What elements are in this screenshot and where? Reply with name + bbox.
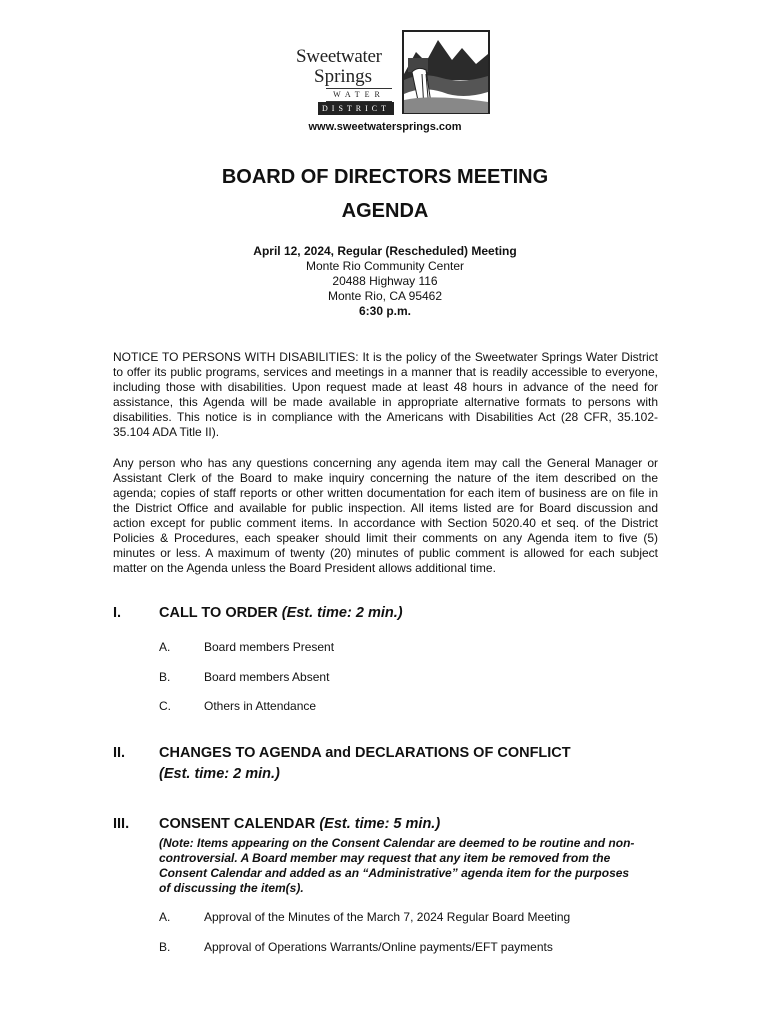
meeting-info [0, 244, 770, 319]
disabilities-notice: NOTICE TO PERSONS WITH DISABILITIES: It is the policy of the Sweetwater Springs Water District to offer its public programs, services and meetings in a manner that is readily accessible to everyone, including those with disabilities. Upon request made at least 48 hours in advance of the need for assistance, this Agenda will be made available in appropriate alternative formats to persons with disabilities. This notice is in compliance with the Americans with Disabilities Act (28 CFR, 35.102-35.104 ADA Title II). [113, 350, 658, 439]
section-title [159, 605, 403, 621]
meeting-venue: Monte Rio Community Center [305, 259, 465, 273]
meeting-street: 20488 Highway 116 [332, 274, 438, 288]
section-title-text: CALL TO ORDER [159, 605, 278, 621]
meeting-date: April 12, 2024, Regular (Rescheduled) Meeting [253, 244, 517, 258]
meeting-time: 6:30 p.m. [358, 304, 412, 318]
agenda-item: Board members Absent [204, 670, 330, 684]
section-number: I. [113, 605, 122, 621]
logo-water: WATER [326, 88, 392, 102]
agenda-item: Others in Attendance [204, 699, 317, 713]
website-url[interactable]: www.sweetwatersprings.com [308, 121, 462, 133]
meeting-city: Monte Rio, CA 95462 [327, 289, 443, 303]
section-title: CHANGES TO AGENDA and DECLARATIONS OF CONFLICT [159, 745, 571, 761]
logo-district: DISTRICT [318, 102, 394, 115]
page-title: BOARD OF DIRECTORS MEETING [221, 166, 549, 188]
agenda-item: Approval of Operations Warrants/Online payments/EFT payments [204, 940, 553, 954]
section-est-time: (Est. time: 2 min.) [159, 766, 280, 782]
section-number: II. [113, 745, 126, 761]
consent-note: (Note: Items appearing on the Consent Calendar are deemed to be routine and non-controversial. A Board member may request that any item be removed from the Consent Calendar and added as an “Administrative” agenda item for the purposes of discussing the item(s). [159, 836, 635, 895]
agenda-item: Board members Present [204, 640, 335, 654]
section-est-time: (Est. time: 2 min.) [281, 605, 403, 621]
item-letter: C. [159, 699, 171, 713]
section-title [159, 816, 440, 832]
item-letter: B. [159, 940, 171, 954]
logo-line2: Springs [314, 66, 373, 87]
district-logo [296, 28, 492, 118]
page-subtitle: AGENDA [341, 200, 429, 222]
logo-line1: Sweetwater [296, 46, 382, 67]
questions-notice: Any person who has any questions concerning any agenda item may call the General Manager or Assistant Clerk of the Board to make inquiry concerning the nature of the item described on the agenda; copies of staff reports or other written documentation for each item of business are on file in the District Office and available for public inspection. All items listed are for Board discussion and action except for public comment items. In accordance with Section 5020.40 et seq. of the District Policies & Procedures, each speaker should limit their comments on any Agenda item to five (5) minutes or less. A maximum of twenty (20) minutes of public comment is allowed for each subject matter on the Agenda unless the Board President allows additional time. [113, 456, 658, 575]
agenda-item: Approval of the Minutes of the March 7, 2024 Regular Board Meeting [204, 910, 571, 924]
mountain-waterfall-icon [402, 30, 490, 114]
section-est-time: (Est. time: 5 min.) [319, 816, 441, 832]
section-number: III. [113, 816, 130, 832]
item-letter: B. [159, 670, 171, 684]
item-letter: A. [159, 640, 171, 654]
item-letter: A. [159, 910, 171, 924]
section-title-text: CONSENT CALENDAR [159, 816, 316, 832]
